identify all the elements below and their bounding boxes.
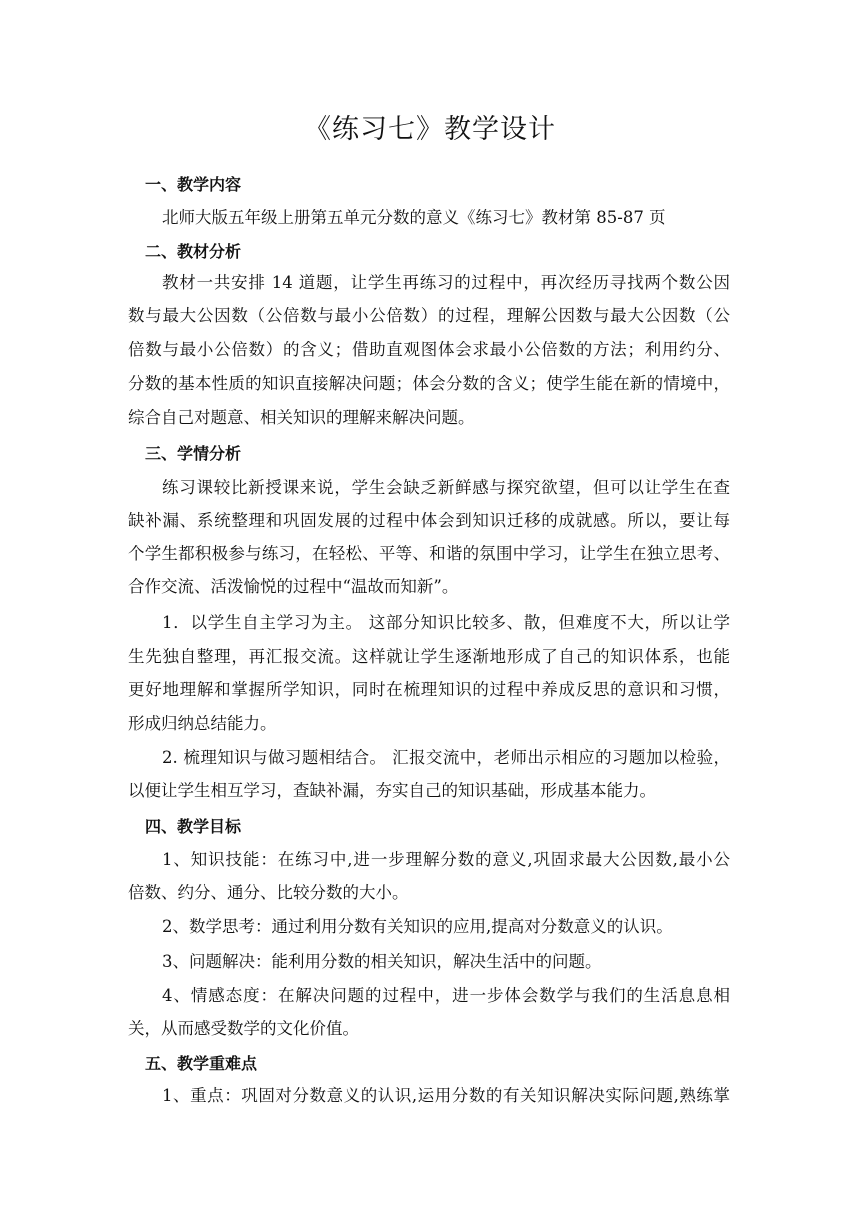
- document-title: 《练习七》教学设计: [304, 114, 556, 145]
- paragraph-line: 2. 梳理知识与做习题相结合。 汇报交流中，老师出示相应的习题加以检验，: [162, 748, 730, 767]
- section-heading-keypoints: 五、教学重难点: [145, 1054, 258, 1073]
- paragraph-line: 缺补漏、系统整理和巩固发展的过程中体会到知识迁移的成就感。所以，要让每: [128, 511, 730, 530]
- paragraph-line: 教材一共安排 14 道题，让学生再练习的过程中，再次经历寻找两个数公因: [162, 273, 730, 292]
- paragraph-line: 4、情感态度：在解决问题的过程中，进一步体会数学与我们的生活息息相: [162, 986, 730, 1005]
- paragraph-line: 倍数与最小公倍数）的含义；借助直观图体会求最小公倍数的方法；利用约分、: [128, 340, 730, 359]
- paragraph-line: 生先独自整理，再汇报交流。这样就让学生逐渐地形成了自己的知识体系，也能: [128, 647, 730, 666]
- paragraph-line: 以便让学生相互学习，查缺补漏，夯实自己的知识基础，形成基本能力。: [128, 781, 656, 800]
- paragraph-line: 综合自己对题意、相关知识的理解来解决问题。: [128, 408, 475, 427]
- paragraph-line: 倍数、约分、通分、比较分数的大小。: [128, 883, 409, 902]
- section-heading-objectives: 四、教学目标: [145, 817, 242, 836]
- paragraph-line: 关，从而感受数学的文化价值。: [128, 1019, 359, 1038]
- section-heading-content: 一、教学内容: [145, 175, 242, 194]
- paragraph-line: 个学生都积极参与练习，在轻松、平等、和谐的氛围中学习，让学生在独立思考、: [128, 544, 730, 563]
- paragraph-line: 分数的基本性质的知识直接解决问题；体会分数的含义；使学生能在新的情境中，: [128, 374, 730, 393]
- paragraph-line: 1、知识技能：在练习中,进一步理解分数的意义,巩固求最大公因数,最小公: [162, 850, 730, 869]
- paragraph-line: 3、问题解决：能利用分数的相关知识，解决生活中的问题。: [162, 952, 602, 971]
- paragraph-line: 更好地理解和掌握所学知识，同时在梳理知识的过程中养成反思的意识和习惯，: [128, 680, 730, 699]
- section-heading-material: 二、教材分析: [145, 242, 242, 261]
- paragraph-line: 1、重点：巩固对分数意义的认识,运用分数的有关知识解决实际问题,熟练掌: [162, 1086, 730, 1105]
- section-heading-students: 三、学情分析: [145, 444, 242, 463]
- paragraph-line: 2、数学思考：通过利用分数有关知识的应用,提高对分数意义的认识。: [162, 917, 673, 936]
- paragraph-line: 练习课较比新授课来说，学生会缺乏新鲜感与探究欲望，但可以让学生在查: [162, 478, 730, 497]
- paragraph-line: 形成归纳总结能力。: [128, 714, 277, 733]
- paragraph-line: 合作交流、活泼愉悦的过程中“温故而知新”。: [128, 577, 459, 596]
- paragraph-line: 北师大版五年级上册第五单元分数的意义《练习七》教材第 85-87 页: [162, 208, 666, 227]
- paragraph-line: 数与最大公因数（公倍数与最小公倍数）的过程，理解公因数与最大公因数（公: [128, 306, 730, 325]
- paragraph-line: 1．以学生自主学习为主。 这部分知识比较多、散，但难度不大，所以让学: [162, 613, 730, 632]
